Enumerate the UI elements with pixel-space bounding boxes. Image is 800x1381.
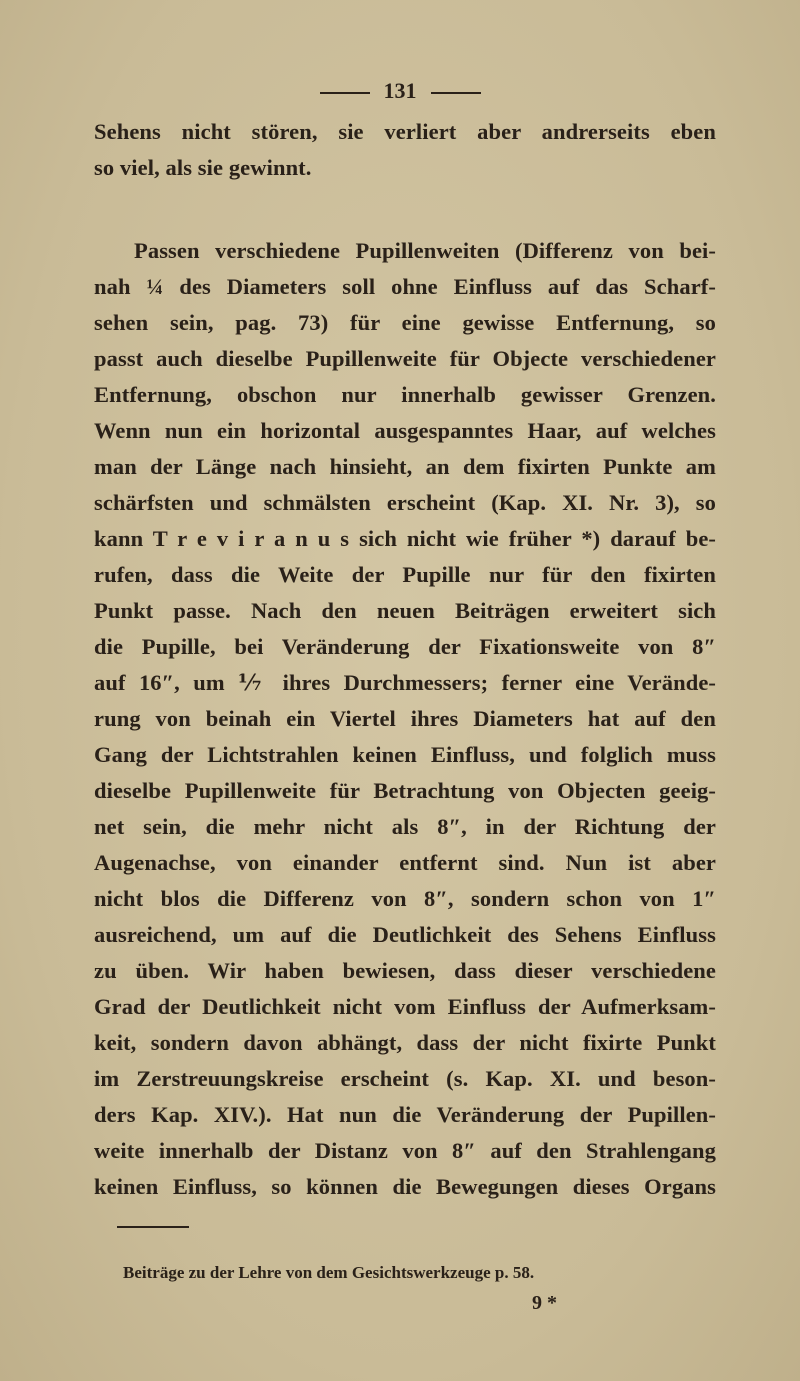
text-line: Grad der Deutlichkeit nicht vom Einfluss der Aufmerksam- (94, 994, 716, 1019)
text-line: rufen, dass die Weite der Pupille nur für den fixirten (94, 562, 716, 587)
text-line: Wenn nun ein horizontal ausgespanntes Haar, auf welches (94, 418, 716, 443)
text-line: so viel, als sie gewinnt. (94, 155, 312, 180)
text-line: nah ¼ des Diameters soll ohne Einfluss auf das Scharf- (94, 274, 716, 299)
text-line: ders Kap. XIV.). Hat nun die Veränderung der Pupillen- (94, 1102, 716, 1127)
header-dash-left (320, 92, 370, 94)
text-line: weite innerhalb der Distanz von 8″ auf den Strahlengang (94, 1138, 716, 1163)
text-line: Gang der Lichtstrahlen keinen Einfluss, und folglich muss (94, 742, 716, 767)
text-line: keinen Einfluss, so können die Bewegungen dieses Organs (94, 1174, 716, 1199)
text-line: ausreichend, um auf die Deutlichkeit des Sehens Einfluss (94, 922, 716, 947)
text-line: keit, sondern davon abhängt, dass der nicht fixirte Punkt (94, 1030, 716, 1055)
text-line: rung von beinah ein Viertel ihres Diameters hat auf den (94, 706, 716, 731)
header-dash-right (431, 92, 481, 94)
footnote: Beiträge zu der Lehre von dem Gesichtswerkzeuge p. 58. (123, 1263, 535, 1282)
text-line: passt auch dieselbe Pupillenweite für Objecte verschiedener (94, 346, 716, 371)
text-line: im Zerstreuungskreise erscheint (s. Kap. XI. und beson- (94, 1066, 716, 1091)
text-line: dieselbe Pupillenweite für Betrachtung von Objecten geeig- (94, 778, 716, 803)
page-number: 131 (383, 78, 417, 103)
text-line: Entfernung, obschon nur innerhalb gewisser Grenzen. (94, 382, 716, 407)
text-line: zu üben. Wir haben bewiesen, dass dieser verschiedene (94, 958, 716, 983)
text-line: die Pupille, bei Veränderung der Fixationsweite von 8″ (94, 634, 716, 659)
page-header (0, 78, 800, 104)
text-line: Passen verschiedene Pupillenweiten (Differenz von bei- (134, 238, 716, 263)
text-line: kann T r e v i r a n u s sich nicht wie früher *) darauf be- (94, 526, 716, 551)
text-line: auf 16″, um ⅐ ihres Durchmessers; ferner eine Verände- (94, 670, 716, 695)
signature-mark: 9 * (532, 1292, 557, 1314)
text-line: Augenachse, von einander entfernt sind. Nun ist aber (94, 850, 716, 875)
text-line: man der Länge nach hinsieht, an dem fixirten Punkte am (94, 454, 716, 479)
text-line: sehen sein, pag. 73) für eine gewisse Entfernung, so (94, 310, 716, 335)
text-line: Sehens nicht stören, sie verliert aber andrerseits eben (94, 119, 716, 144)
text-line: net sein, die mehr nicht als 8″, in der Richtung der (94, 814, 716, 839)
text-line: Punkt passe. Nach den neuen Beiträgen erweitert sich (94, 598, 716, 623)
footnote-rule (117, 1226, 189, 1228)
text-line: schärfsten und schmälsten erscheint (Kap. XI. Nr. 3), so (94, 490, 716, 515)
text-line: nicht blos die Differenz von 8″, sondern schon von 1″ (94, 886, 716, 911)
